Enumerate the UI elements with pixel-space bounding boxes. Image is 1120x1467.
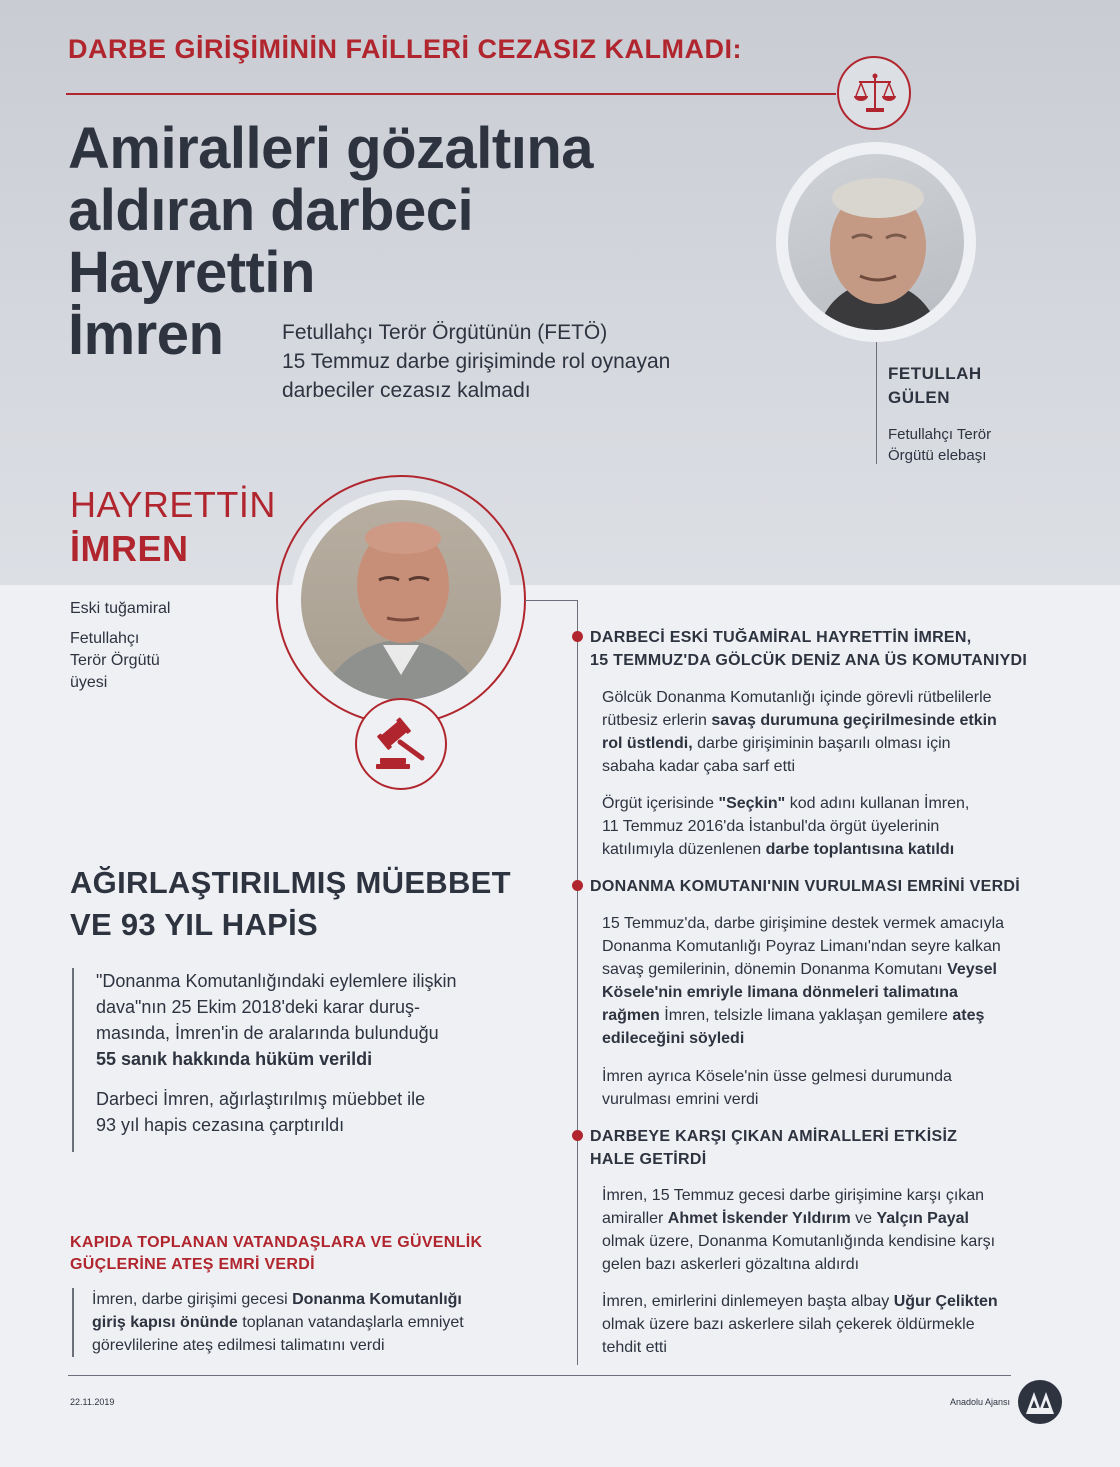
- section-bullet: [572, 880, 583, 891]
- text-line: darbe girişiminin başarılı olması için: [692, 735, 951, 752]
- subhead-line: darbeciler cezasız kalmadı: [282, 379, 531, 402]
- text-line: olmak üzere, Donanma Komutanlığında kendisine karşı: [602, 1233, 996, 1250]
- text-bold: ateş: [952, 1007, 985, 1024]
- gulen-name-last: GÜLEN: [888, 388, 950, 407]
- imren-desc-line: Fetullahçı: [70, 630, 140, 647]
- gulen-role-line: Örgütü elebaşı: [888, 447, 987, 464]
- text-bold: rağmen: [602, 1007, 660, 1024]
- text-line: İmren, darbe girişimi gecesi: [92, 1291, 293, 1308]
- imren-desc-line: Terör Örgütü: [70, 652, 160, 669]
- section3-paragraph: [602, 1290, 1062, 1359]
- text-bold: Ahmet İskender Yıldırım: [667, 1210, 851, 1227]
- text-bold: "Seçkin": [718, 795, 786, 812]
- section1-paragraph: [602, 686, 1062, 778]
- section-bullet: [572, 631, 583, 642]
- text-line: toplanan vatandaşlarla emniyet: [237, 1314, 464, 1331]
- aa-logo-icon: [1018, 1380, 1062, 1424]
- gulen-role: [888, 424, 1018, 466]
- gulen-role-line: Fetullahçı Terör: [888, 426, 992, 443]
- text-line: Gölcük Donanma Komutanlığı içinde görevli rütbelilerle: [602, 689, 992, 706]
- timeline-connector-horizontal: [525, 600, 578, 601]
- text-line: dava"nın 25 Ekim 2018'deki karar duruş-: [96, 997, 420, 1017]
- verdict-details: [72, 968, 566, 1152]
- text-bold: edileceğini söyledi: [602, 1030, 745, 1047]
- paragraph: [602, 1290, 1062, 1359]
- text-line: Darbeci İmren, ağırlaştırılmış müebbet ile: [96, 1089, 426, 1109]
- justice-scale-badge: [837, 56, 911, 130]
- text-line: tehdit etti: [602, 1339, 667, 1356]
- text-bold: rol üstlendi,: [602, 735, 693, 752]
- text-line: İmren, 15 Temmuz gecesi darbe girişimine karşı çıkan: [602, 1187, 985, 1204]
- imren-last-name: İMREN: [70, 528, 189, 569]
- imren-description: [70, 598, 170, 620]
- agency-name: Anadolu Ajansı: [950, 1397, 1011, 1407]
- verdict-paragraph: [96, 968, 566, 1072]
- text-line: rütbesiz erlerin: [602, 712, 712, 729]
- gate-section-title: [70, 1232, 530, 1276]
- section2-title: [590, 875, 1070, 898]
- section2-paragraph: [602, 1065, 1062, 1111]
- verdict-paragraph: [96, 1086, 566, 1138]
- headline-line: Amiralleri gözaltına: [68, 116, 594, 181]
- text-bold: Kösele'nin emriyle limana dönmeleri talimatına: [602, 984, 958, 1001]
- gate-title-line: KAPIDA TOPLANAN VATANDAŞLARA VE GÜVENLİK: [70, 1234, 483, 1251]
- headline-line: Hayrettin: [68, 240, 315, 305]
- text-line: sabaha kadar çaba sarf etti: [602, 758, 796, 775]
- verdict-heading: [70, 862, 540, 946]
- gavel-icon: [372, 714, 432, 774]
- text-bold: Veysel: [947, 961, 997, 978]
- headline-line: aldıran darbeci: [68, 178, 474, 243]
- text-line: vurulması emrini verdi: [602, 1091, 759, 1108]
- kicker-underline: [66, 93, 836, 95]
- text-line: görevlilerine ateş edilmesi talimatını verdi: [92, 1337, 385, 1354]
- text-bold: giriş kapısı önünde: [92, 1314, 238, 1331]
- timeline-connector-vertical: [577, 600, 578, 1365]
- section1-title: [590, 626, 1070, 672]
- footer-divider: [68, 1375, 1011, 1376]
- gavel-badge: [355, 698, 447, 790]
- gulen-caption-line: [876, 342, 877, 464]
- text-line: amiraller: [602, 1210, 668, 1227]
- text-line: İmren, emirlerini dinlemeyen başta albay: [602, 1293, 894, 1310]
- text-bold: Yalçın Payal: [876, 1210, 969, 1227]
- gulen-name-first: FETULLAH: [888, 364, 982, 383]
- text-line: 11 Temmuz 2016'da İstanbul'da örgüt üyelerinin: [602, 818, 940, 835]
- headline-line: İmren: [68, 302, 224, 367]
- text-bold: savaş durumuna geçirilmesinde etkin: [711, 712, 997, 729]
- gulen-name: [888, 362, 1008, 410]
- gate-section-body: [72, 1288, 552, 1357]
- section2-paragraph: [602, 912, 1062, 1050]
- subheadline: [282, 318, 752, 405]
- publish-date: 22.11.2019: [70, 1397, 115, 1407]
- text-line: "Donanma Komutanlığındaki eylemlere ilişkin: [96, 971, 457, 991]
- subhead-line: 15 Temmuz darbe girişiminde rol oynayan: [282, 350, 671, 373]
- text-line: ve: [850, 1210, 877, 1227]
- section3-title: [590, 1125, 1070, 1171]
- paragraph: [602, 912, 1062, 1050]
- paragraph: [602, 686, 1062, 778]
- section-title-line: HALE GETİRDİ: [590, 1151, 707, 1168]
- subhead-line: Fetullahçı Terör Örgütünün (FETÖ): [282, 321, 608, 344]
- text-line: Donanma Komutanlığı Poyraz Limanı'ndan seyre kalkan: [602, 938, 1001, 955]
- section-bullet: [572, 1130, 583, 1141]
- text-line: savaş gemilerinin, dönemin Donanma Komutanı: [602, 961, 948, 978]
- section3-paragraph: [602, 1184, 1062, 1276]
- text-line: 93 yıl hapis cezasına çarptırıldı: [96, 1115, 345, 1135]
- text-line: kod adını kullanan İmren,: [785, 795, 970, 812]
- section-title-line: DARBEYE KARŞI ÇIKAN AMİRALLERİ ETKİSİZ: [590, 1128, 958, 1145]
- imren-desc-line: Eski tuğamiral: [70, 600, 171, 617]
- text-line: olmak üzere bazı askerlere silah çekerek öldürmekle: [602, 1316, 975, 1333]
- text-bold: Donanma Komutanlığı: [292, 1291, 462, 1308]
- paragraph: [602, 792, 1062, 861]
- text-line: İmren, telsizle limana yaklaşan gemilere: [659, 1007, 953, 1024]
- text-line: 15 Temmuz'da, darbe girişimine destek vermek amacıyla: [602, 915, 1005, 932]
- imren-portrait: [301, 500, 501, 700]
- gate-paragraph: [92, 1288, 552, 1357]
- section-title-line: 15 TEMMUZ'DA GÖLCÜK DENİZ ANA ÜS KOMUTANIYDI: [590, 652, 1028, 669]
- verdict-line: VE 93 YIL HAPİS: [70, 907, 319, 942]
- text-line: gelen bazı askerleri gözaltına aldırdı: [602, 1256, 860, 1273]
- text-line: masında, İmren'in de aralarında bulunduğu: [96, 1023, 439, 1043]
- gulen-portrait-illustration: [788, 154, 964, 330]
- justice-scale-icon: [851, 70, 899, 118]
- gulen-portrait: [788, 154, 964, 330]
- gate-title-line: GÜÇLERİNE ATEŞ EMRİ VERDİ: [70, 1256, 315, 1273]
- section-title-line: DONANMA KOMUTANI'NIN VURULMASI EMRİNİ VERDİ: [590, 878, 1021, 895]
- imren-membership: [70, 628, 160, 694]
- paragraph: [602, 1184, 1062, 1276]
- section-title-line: DARBECİ ESKİ TUĞAMİRAL HAYRETTİN İMREN,: [590, 629, 972, 646]
- text-line: İmren ayrıca Kösele'nin üsse gelmesi durumunda: [602, 1068, 952, 1085]
- anadolu-agency-logo: [1018, 1380, 1062, 1424]
- kicker-title: DARBE GİRİŞİMİNİN FAİLLERİ CEZASIZ KALMADI:: [68, 34, 742, 64]
- text-bold: 55 sanık hakkında hüküm verildi: [96, 1049, 373, 1069]
- text-line: katılımıyla düzenlenen: [602, 841, 766, 858]
- text-bold: darbe toplantısına katıldı: [765, 841, 955, 858]
- verdict-line: AĞIRLAŞTIRILMIŞ MÜEBBET: [70, 865, 511, 900]
- imren-first-name: HAYRETTİN: [70, 484, 276, 525]
- imren-portrait-illustration: [301, 500, 501, 700]
- imren-desc-line: üyesi: [70, 674, 108, 691]
- paragraph: [602, 1065, 1062, 1111]
- text-line: Örgüt içerisinde: [602, 795, 719, 812]
- text-bold: Uğur Çelikten: [893, 1293, 998, 1310]
- section1-paragraph: [602, 792, 1062, 861]
